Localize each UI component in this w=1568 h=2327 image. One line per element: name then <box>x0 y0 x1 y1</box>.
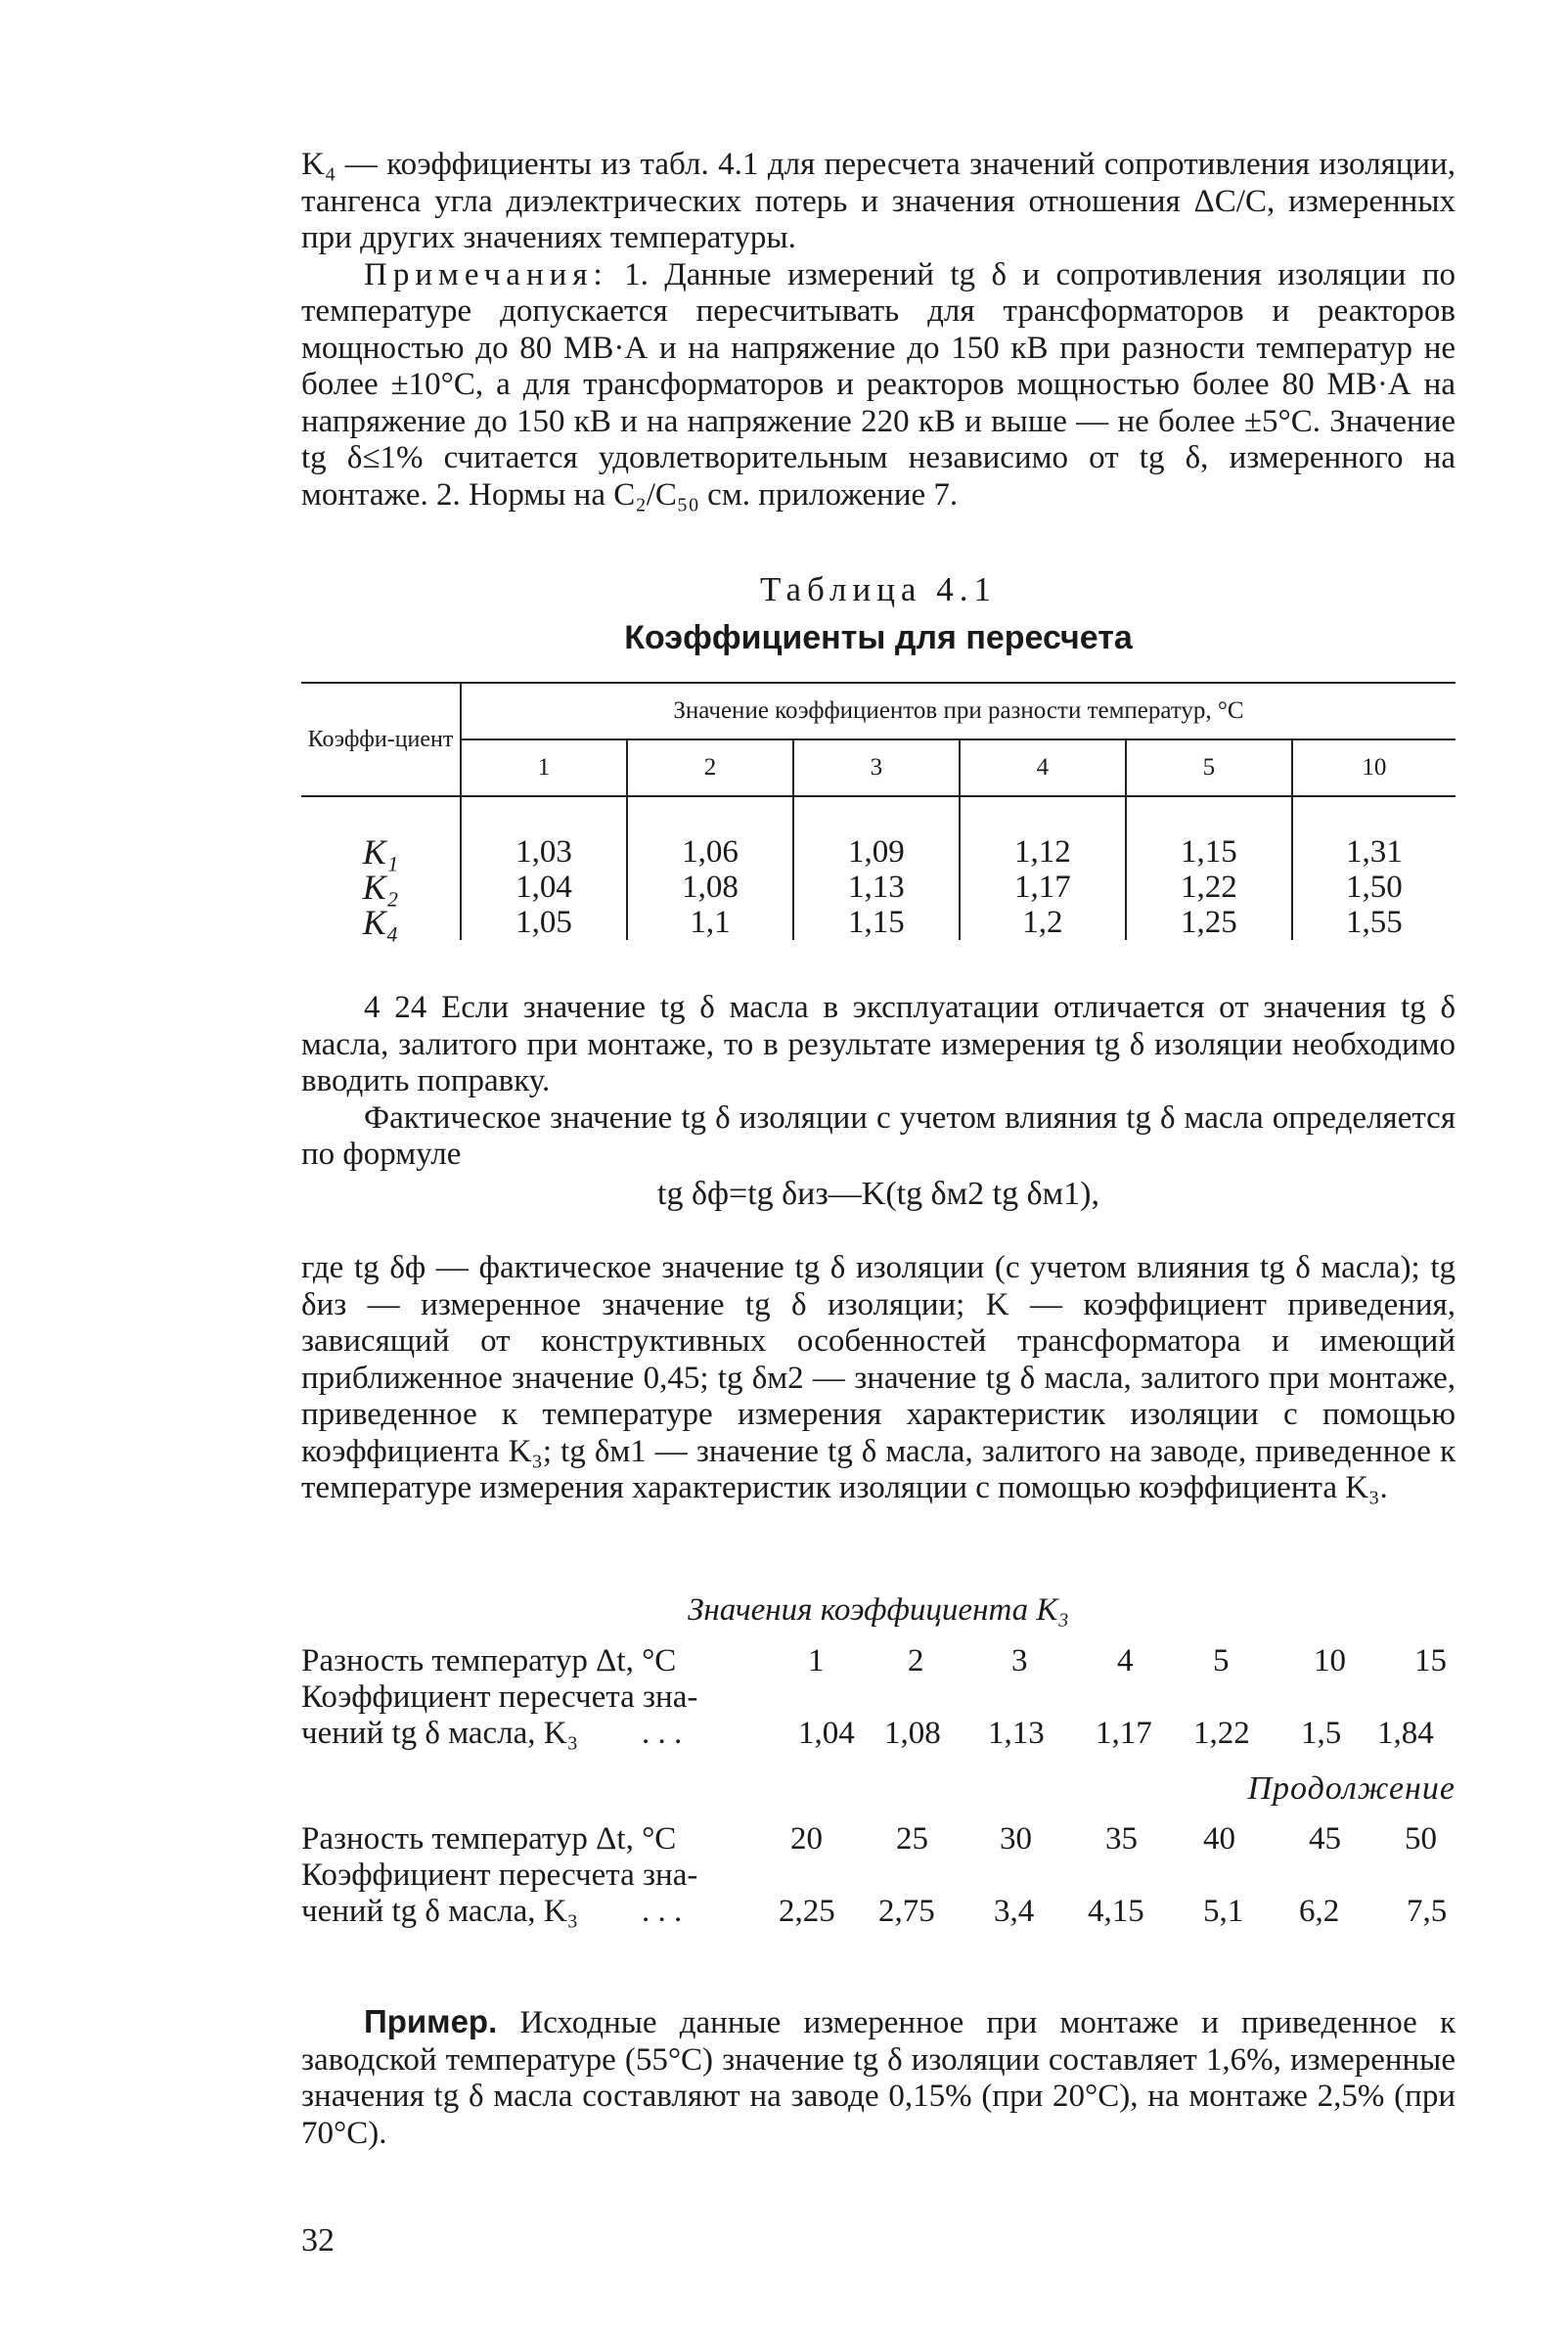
k3-block-2 <box>301 1821 1456 1930</box>
diff-cell: 3 <box>793 739 960 796</box>
coef-name: K₁ <box>301 796 461 870</box>
k3-diff-value: 20 <box>790 1821 823 1857</box>
section-4-24 <box>301 990 1456 1174</box>
table-row <box>301 870 1456 905</box>
header-temperature-diff: Значение коэффициентов при разности температур, °С <box>461 683 1456 739</box>
k3-coef-value: 7,5 <box>1407 1894 1448 1929</box>
table-subtitle: Коэффициенты для пересчета <box>624 619 1133 656</box>
coefficients-table <box>301 682 1456 940</box>
example-block <box>301 2003 1456 2152</box>
table-cell: 1,22 <box>1126 870 1292 905</box>
table-cell: 1,05 <box>461 905 627 940</box>
k3-coef-label-row <box>301 1857 1456 1894</box>
formula-explanation <box>301 1250 1456 1507</box>
k3-coef-value: 1,04 <box>798 1716 855 1751</box>
k3-diff-label: Разность температур Δt, °С <box>301 1643 677 1678</box>
diff-cell: 10 <box>1292 739 1456 796</box>
k3-diff-label: Разность температур Δt, °С <box>301 1821 677 1857</box>
k3-diff-value: 3 <box>1011 1643 1028 1678</box>
k3-diff-row <box>301 1643 1456 1679</box>
table-cell: 1,15 <box>1126 796 1292 870</box>
table-diff-row <box>301 739 1456 796</box>
diff-cell: 4 <box>960 739 1126 796</box>
k3-coef-value: 1,17 <box>1096 1716 1152 1751</box>
k3-coef-label-row <box>301 1679 1456 1716</box>
k3-diff-value: 50 <box>1405 1821 1437 1857</box>
formula: tg δф=tg δиз—K(tg δм2 tg δм1), <box>657 1176 1099 1212</box>
table-cell: 1,17 <box>960 870 1126 905</box>
table-cell: 1,55 <box>1346 905 1403 940</box>
k3-coef-value: 1,13 <box>988 1716 1045 1751</box>
diff-cell: 2 <box>627 739 793 796</box>
section-paragraph: 4 24 Если значение tg δ масла в эксплуатации отличается от значения tg δ масла, залитого при монтаже, то в результате измерения tg δ изоляции необходимо вводить поправку. <box>301 990 1456 1098</box>
table-cell: 1,06 <box>627 796 793 870</box>
k3-diff-value: 30 <box>1000 1821 1032 1857</box>
table-cell: 1,03 <box>461 796 627 870</box>
table-cell: 1,2 <box>960 905 1126 940</box>
table-title: Таблица 4.1 <box>760 570 997 608</box>
diff-cell: 1 <box>461 739 627 796</box>
k3-coef-value: 1,5 <box>1301 1716 1342 1751</box>
notes-label: Примечания: <box>364 256 608 292</box>
k3-diff-value: 2 <box>908 1643 924 1678</box>
k3-coef-label: Коэффициент пересчета зна- <box>301 1857 698 1893</box>
k3-diff-row <box>301 1821 1456 1857</box>
k3-coef-value: 2,25 <box>779 1894 835 1929</box>
k3-diff-value: 45 <box>1309 1821 1341 1857</box>
table-header-row <box>301 683 1456 739</box>
table-cell: 1,13 <box>793 870 960 905</box>
k3-diff-value: 40 <box>1203 1821 1235 1857</box>
k3-diff-value: 10 <box>1314 1643 1346 1678</box>
continued-label: Продолжение <box>1247 1770 1456 1807</box>
table-cell: 1,09 <box>793 796 960 870</box>
table-cell: 1,25 <box>1126 905 1292 940</box>
explanation-paragraph: где tg δф — фактическое значение tg δ изоляции (с учетом влияния tg δ масла); tg δиз — измеренное значение tg δ изоляции; K — коэффициент приведения, зависящий от конструктивных особенностей трансформатора и имеющий приближенное значение 0,45; tg δм2 — значение tg δ масла, залитого при монтаже, приведенное к температуре измерения характеристик изоляции с помощью коэффициента K₃; tg δм1 — значение tg δ масла, залитого на заводе, приведенное к температуре измерения характеристик изоляции с помощью коэффициента K₃. <box>301 1250 1456 1505</box>
table-cell: 1,15 <box>793 905 960 940</box>
k3-diff-value: 4 <box>1117 1643 1134 1678</box>
k3-coef-label: чений tg δ масла, K₃ <box>301 1716 579 1751</box>
k3-coef-row <box>301 1716 1456 1752</box>
k3-coef-value: 1,22 <box>1193 1716 1250 1751</box>
table-row <box>301 796 1456 870</box>
coef-name: K₄ <box>301 905 461 940</box>
k3-coef-value: 1,84 <box>1377 1716 1434 1751</box>
section-paragraph: Фактическое значение tg δ изоляции с учетом влияния tg δ масла определяется по формуле <box>301 1099 1456 1172</box>
k3-coef-value: 5,1 <box>1203 1894 1244 1929</box>
table-cell: 1,12 <box>960 796 1126 870</box>
table-cell: 1,1 <box>627 905 793 940</box>
intro-text-block <box>301 147 1456 514</box>
k3-diff-value: 1 <box>808 1643 825 1678</box>
k3-coef-row <box>301 1894 1456 1930</box>
k3-coef-value: 1,08 <box>884 1716 941 1751</box>
header-coefficient: Коэффи-циент <box>301 683 461 796</box>
k3-coef-value: 6,2 <box>1299 1894 1340 1929</box>
k3-block-1 <box>301 1643 1456 1752</box>
k3-diff-value: 5 <box>1213 1643 1230 1678</box>
table-row <box>301 905 1456 940</box>
diff-cell: 5 <box>1126 739 1292 796</box>
k3-coef-label: Коэффициент пересчета зна- <box>301 1679 698 1715</box>
example-label: Пример. <box>364 2003 498 2039</box>
k3-coef-value: 3,4 <box>994 1894 1035 1929</box>
k3-coef-value: 4,15 <box>1088 1894 1144 1929</box>
k4-definition-paragraph: K₄ — коэффициенты из табл. 4.1 для пересчета значений сопротивления изоляции, тангенса угла диэлектрических потерь и значения отношения ΔC/C, измеренных при других значениях температуры. <box>301 147 1456 255</box>
example-text: Исходные данные измеренное при монтаже и приведенное к заводской температуре (55°С) значение tg δ изоляции составляет 1,6%, измеренные значения tg δ масла составляют на заводе 0,15% (при 20°С), на монтаже 2,5% (при 70°С). <box>301 2005 1456 2151</box>
table-cell: 1,50 <box>1346 870 1403 905</box>
table-cell: 1,04 <box>461 870 627 905</box>
k3-diff-value: 35 <box>1105 1821 1138 1857</box>
table-cell: 1,08 <box>627 870 793 905</box>
k3-dots: . . . <box>642 1894 683 1929</box>
k3-coef-value: 2,75 <box>878 1894 935 1929</box>
table-cell: 1,31 <box>1346 834 1403 870</box>
page-number: 32 <box>301 2222 335 2259</box>
k3-coef-label: чений tg δ масла, K₃ <box>301 1894 579 1929</box>
notes-paragraph <box>301 257 1456 515</box>
k3-title: Значения коэффициента K₃ <box>688 1592 1069 1628</box>
k3-diff-value: 15 <box>1414 1643 1447 1678</box>
notes-text: 1. Данные измерений tg δ и сопротивления изоляции по температуре допускается пересчитывать для трансформаторов и реакторов мощностью до 80 МВ·А и на напряжение до 150 кВ при разности температур не более ±10°С, а для трансформаторов и реакторов мощностью более 80 МВ·А на напряжение до 150 кВ и на напряжение 220 кВ и выше — не более ±5°С. Значение tg δ≤1% считается удовлетворительным независимо от tg δ, измеренного на монтаже. 2. Нормы на C₂/C₅₀ см. приложение 7. <box>301 256 1456 513</box>
k3-dots: . . . <box>642 1716 683 1751</box>
coef-name: K₂ <box>301 870 461 905</box>
example-paragraph <box>301 2003 1456 2152</box>
k3-diff-value: 25 <box>896 1821 928 1857</box>
